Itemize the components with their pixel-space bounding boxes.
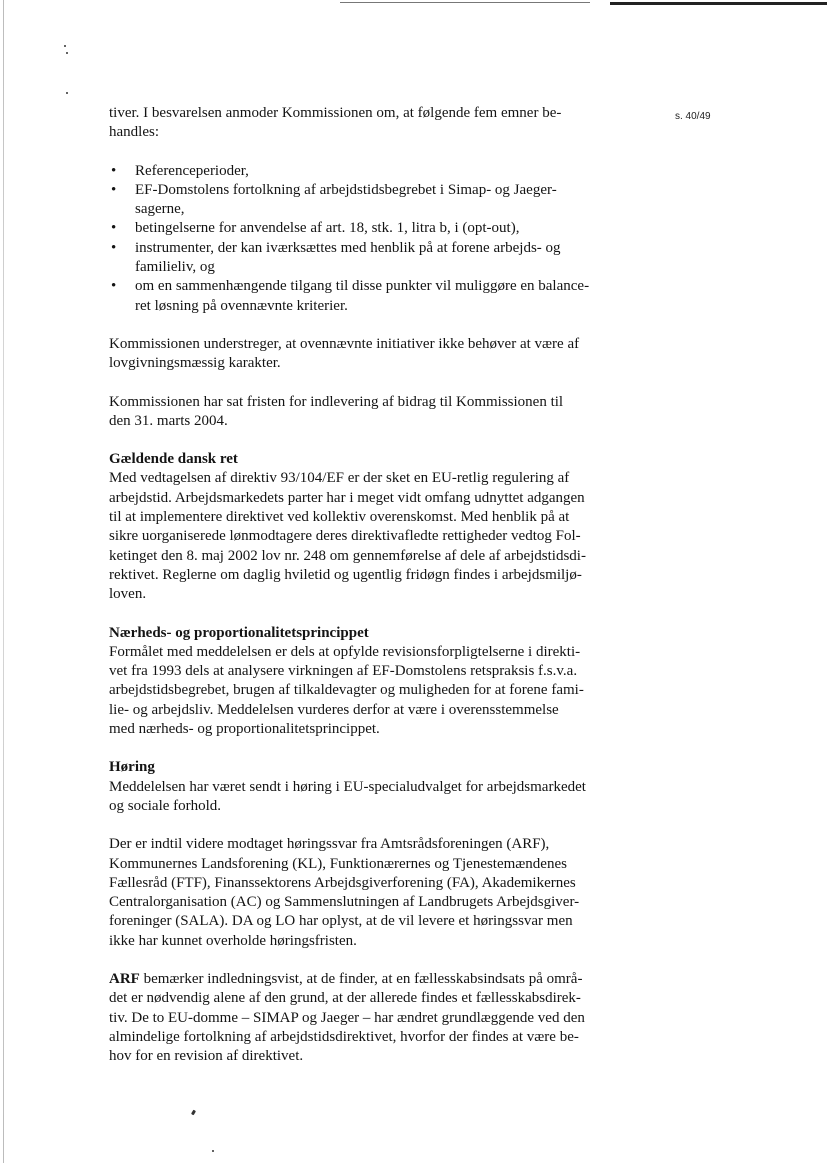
text-line: Centralorganisation (AC) og Sammenslutningen af Landbrugets Arbejdsgiver- bbox=[109, 894, 580, 911]
text-line: almindelige fortolkning af arbejdstidsdirektivet, hvorfor der findes at være be- bbox=[109, 1028, 579, 1045]
text-line: om en sammenhængende tilgang til disse punkter vil muliggøre en balance- bbox=[135, 278, 590, 295]
text-line: Med vedtagelsen af direktiv 93/104/EF er der sket en EU-retlig regulering af bbox=[109, 470, 570, 487]
scan-line-thick bbox=[610, 2, 827, 5]
text-line: loven. bbox=[109, 586, 147, 603]
paragraph-understreger bbox=[109, 335, 629, 374]
section-heading: Høring bbox=[109, 759, 155, 776]
section-heading: Nærheds- og proportionalitetsprincippet bbox=[109, 624, 369, 641]
text-line: Kommissionen har sat fristen for indlevering af bidrag til Kommissionen til bbox=[109, 393, 564, 410]
text-line: tiver. I besvarelsen anmoder Kommissionen om, at følgende fem emner be- bbox=[109, 105, 562, 121]
section-heading: Gældende dansk ret bbox=[109, 451, 238, 468]
text-line: Der er indtil videre modtaget høringssvar fra Amtsrådsforeningen (ARF), bbox=[109, 836, 550, 853]
list-item bbox=[109, 277, 629, 316]
list-item bbox=[109, 219, 629, 238]
scan-speck bbox=[64, 45, 66, 47]
list-item bbox=[109, 239, 629, 278]
paragraph-arf bbox=[109, 970, 629, 1066]
arf-lead: ARF bbox=[109, 970, 140, 987]
scan-speck bbox=[191, 1110, 196, 1116]
scan-top-edge-marks bbox=[300, 0, 827, 6]
text-line: sikre uorganiserede lønmodtagere deres direktivafledte rettigheder vedtog Fol- bbox=[109, 528, 581, 545]
text-line: det er nødvendig alene af den grund, at der allerede findes et fællesskabsdirek- bbox=[109, 990, 581, 1007]
text-line: Formålet med meddelelsen er dels at opfylde revisionsforpligtelserne i direkti- bbox=[109, 643, 581, 660]
text-line: betingelserne for anvendelse af art. 18, stk. 1, litra b, i (opt-out), bbox=[135, 220, 520, 237]
paragraph-horingssvar bbox=[109, 835, 629, 951]
text-line: Fællesråd (FTF), Finanssektorens Arbejdsgiverforening (FA), Akademikernes bbox=[109, 874, 576, 891]
section-horing bbox=[109, 758, 629, 816]
text-line: ketinget den 8. maj 2002 lov nr. 248 om gennemførelse af dele af arbejdstidsdi- bbox=[109, 547, 586, 564]
text-line: med nærheds- og proportionalitetsprincippet. bbox=[109, 721, 380, 738]
text-line: ikke har kunnet overholde høringsfristen. bbox=[109, 932, 357, 949]
scan-speck bbox=[66, 52, 68, 54]
document-body bbox=[109, 104, 629, 1085]
text-line: arbejdstid. Arbejdsmarkedets parter har i meget vidt omfang udnyttet adgangen bbox=[109, 489, 585, 506]
section-naerheds-princippet bbox=[109, 624, 629, 740]
paragraph-frist bbox=[109, 393, 629, 432]
text-line: rektivet. Reglerne om daglig hviletid og ugentlig fridøgn findes i arbejdsmiljø- bbox=[109, 566, 582, 583]
section-gaeldende-dansk-ret bbox=[109, 450, 629, 604]
text-line: til at implementere direktivet ved kollektiv overenskomst. Med henblik på at bbox=[109, 509, 570, 526]
topic-list bbox=[109, 162, 629, 316]
text-line: lovgivningsmæssig karakter. bbox=[109, 355, 281, 372]
text-line: bemærker indledningsvist, at de finder, at en fællesskabsindsats på områ- bbox=[139, 970, 583, 987]
scan-line-thin bbox=[340, 2, 590, 3]
intro-paragraph bbox=[109, 104, 629, 143]
text-line: sagerne, bbox=[135, 201, 185, 218]
page-number: s. 40/49 bbox=[675, 111, 711, 122]
text-line: den 31. marts 2004. bbox=[109, 412, 228, 429]
text-line: instrumenter, der kan iværksættes med henblik på at forene arbejds- og bbox=[135, 239, 561, 256]
text-line: Meddelelsen har været sendt i høring i EU-specialudvalget for arbejdsmarkedet bbox=[109, 778, 586, 795]
text-line: hov for en revision af direktivet. bbox=[109, 1048, 304, 1065]
text-line: ret løsning på ovennævnte kriterier. bbox=[135, 297, 348, 314]
text-line: EF-Domstolens fortolkning af arbejdstidsbegrebet i Simap- og Jaeger- bbox=[135, 181, 557, 198]
text-line: arbejdstidsbegrebet, brugen af tilkaldevagter og muligheden for at forene fami- bbox=[109, 682, 584, 699]
text-line: Referenceperioder, bbox=[135, 162, 249, 179]
text-line: Kommunernes Landsforening (KL), Funktionærernes og Tjenestemændenes bbox=[109, 855, 567, 872]
text-line: og sociale forhold. bbox=[109, 797, 222, 814]
scan-speck bbox=[212, 1150, 214, 1152]
scan-speck bbox=[66, 92, 68, 94]
text-line: lie- og arbejdsliv. Meddelelsen vurderes derfor at være i overensstemmelse bbox=[109, 701, 559, 718]
list-item bbox=[109, 162, 629, 181]
text-line: familieliv, og bbox=[135, 259, 215, 276]
text-line: foreninger (SALA). DA og LO har oplyst, at de vil levere et høringssvar men bbox=[109, 913, 573, 930]
text-line: Kommissionen understreger, at ovennævnte initiativer ikke behøver at være af bbox=[109, 335, 580, 352]
list-item bbox=[109, 181, 629, 220]
text-line: vet fra 1993 dels at analysere virkningen af EF-Domstolens retspraksis f.s.v.a. bbox=[109, 663, 578, 680]
text-line: tiv. De to EU-domme – SIMAP og Jaeger – har ændret grundlæggende ved den bbox=[109, 1009, 585, 1026]
text-line: handles: bbox=[109, 124, 159, 141]
scan-left-edge bbox=[3, 0, 4, 1163]
